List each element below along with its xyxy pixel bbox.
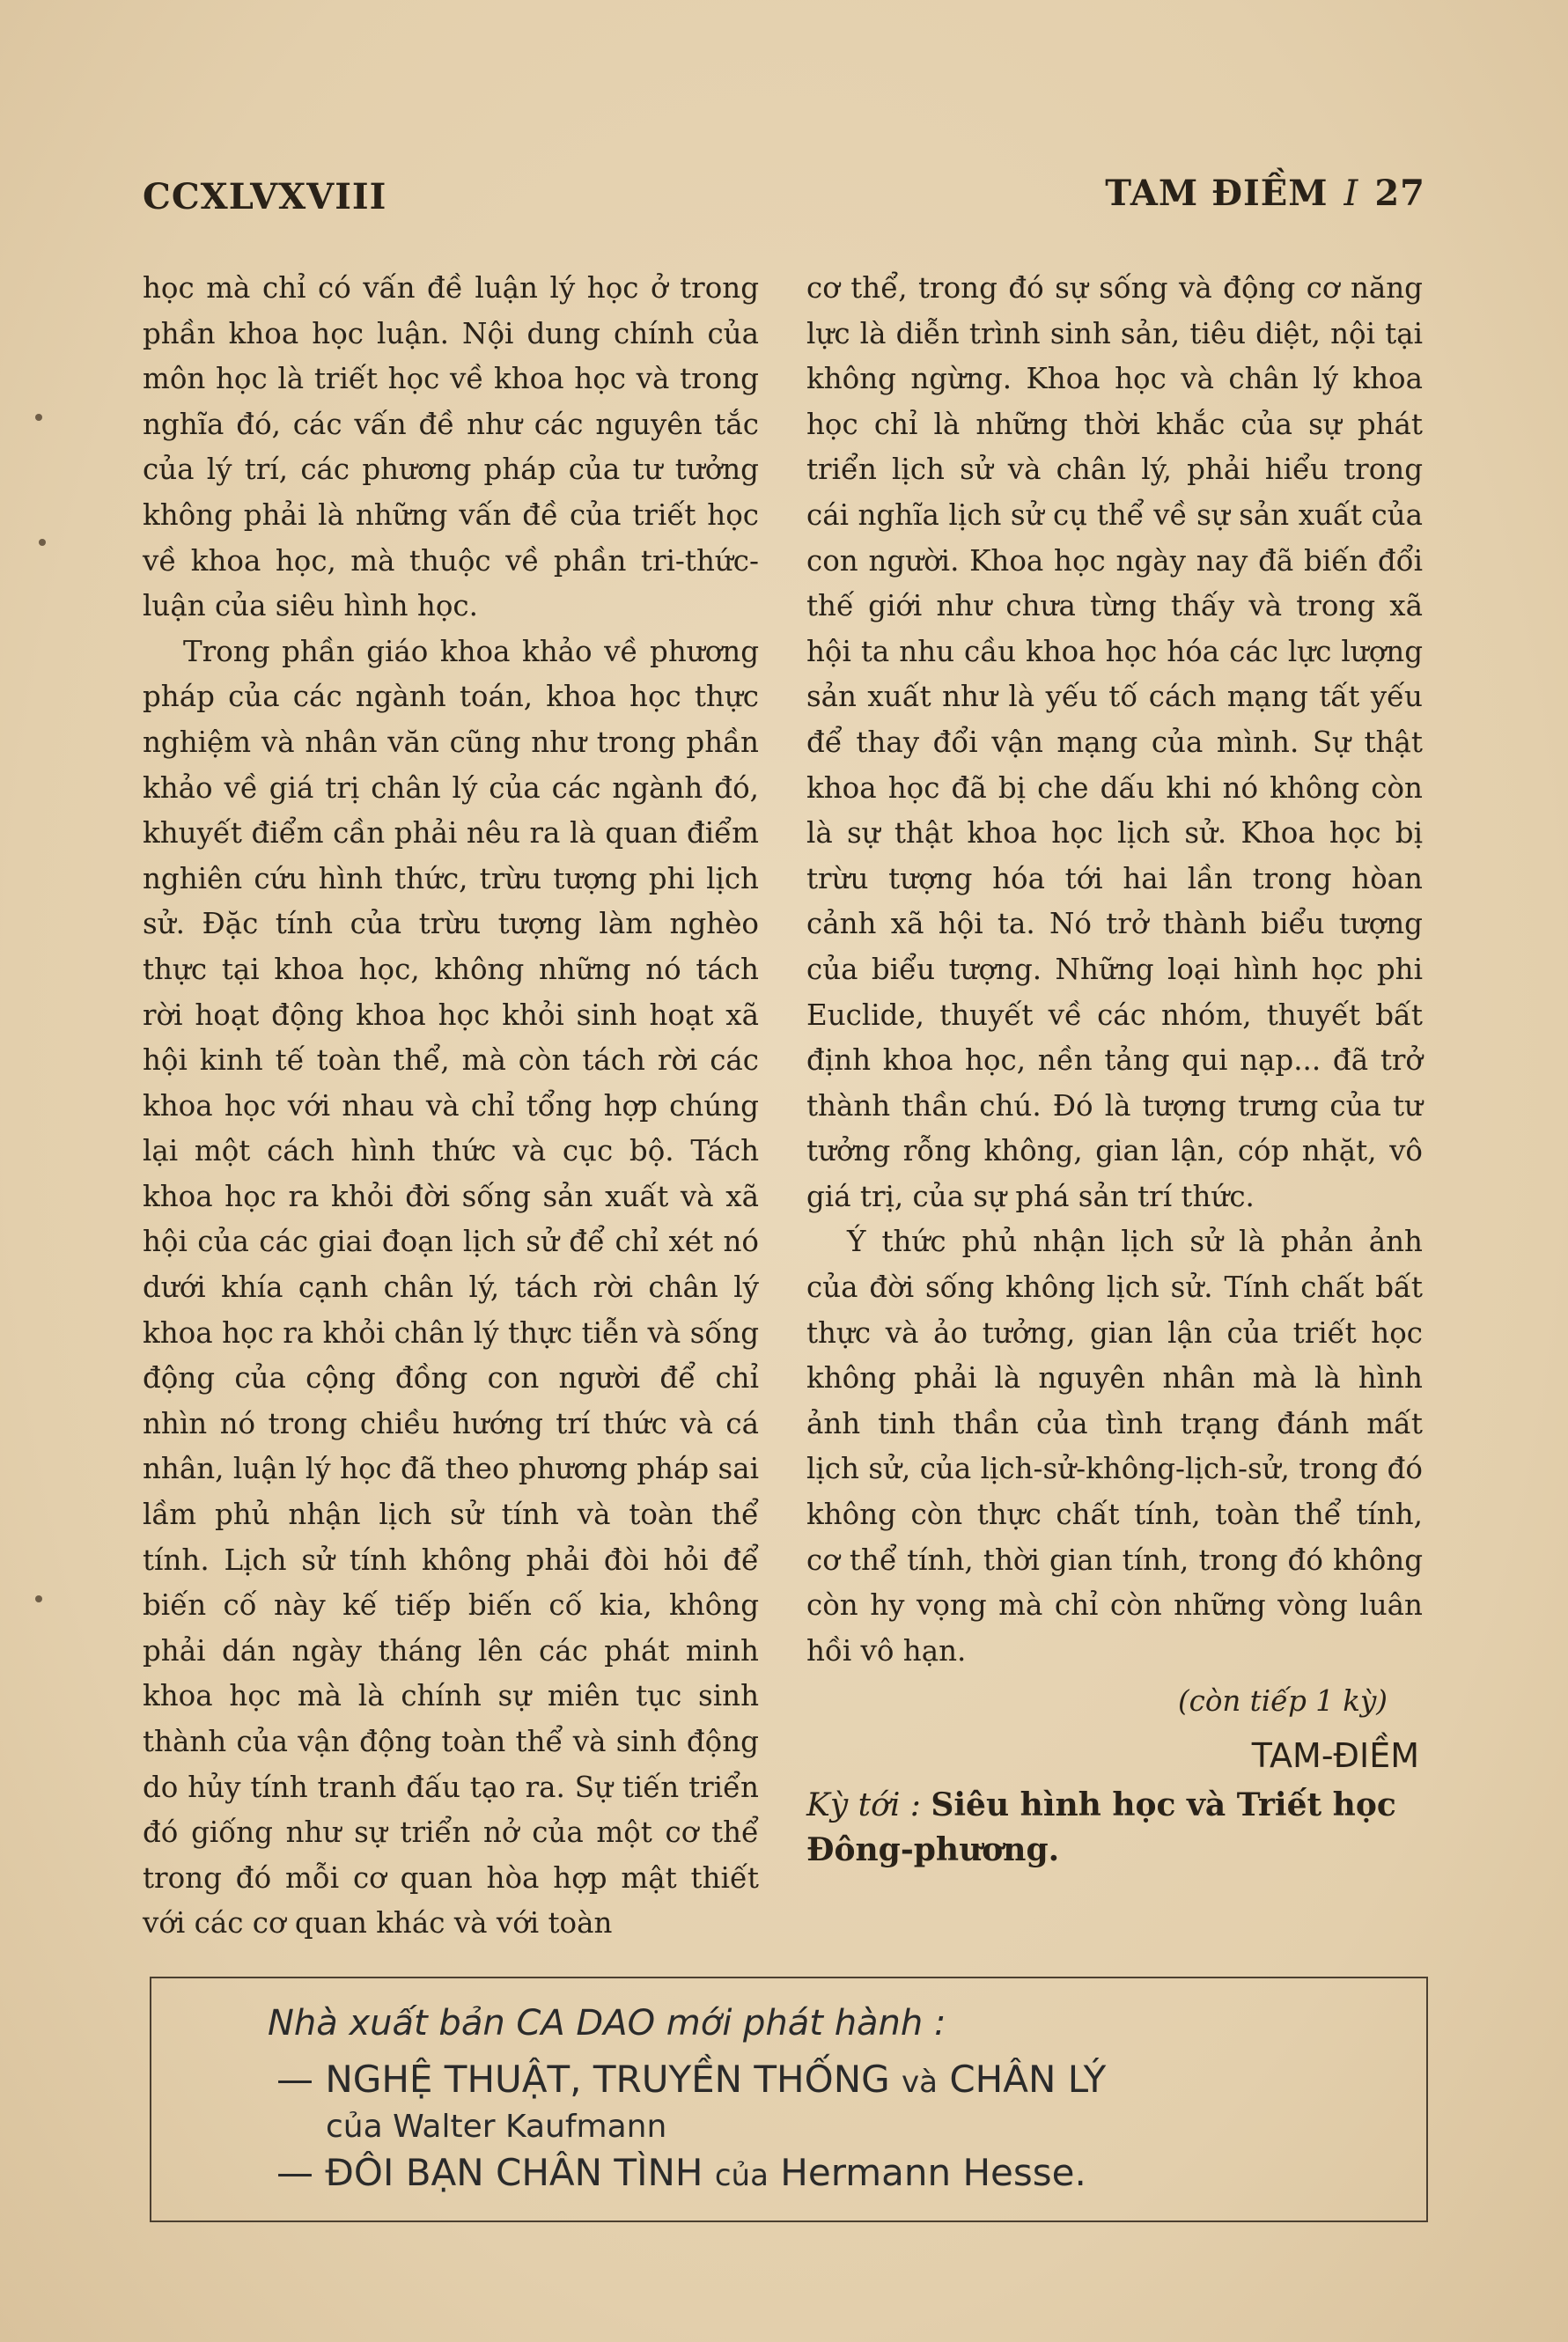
page-number: 27 <box>1374 173 1425 214</box>
header-separator: I <box>1343 173 1359 214</box>
book-2-title: ĐÔI BẠN CHÂN TÌNH <box>325 2151 703 2194</box>
book-1-author: Walter Kaufmann <box>393 2109 667 2145</box>
book-2-dash: — <box>276 2151 313 2194</box>
next-issue-title: Siêu hình học và Triết học Đông-phương. <box>806 1786 1396 1869</box>
publisher-heading: Nhà xuất bản CA DAO mới phát hành : <box>268 2003 946 2044</box>
right-column <box>806 266 1423 1874</box>
paper-speck <box>39 539 46 546</box>
left-paragraph-2: Trong phần giáo khoa khảo về phương pháp của các ngành toán, khoa học thực nghiệm và nhân văn cũng như trong phần khảo về giá trị chân lý của các ngành đó, khuyết điểm cần phải nêu ra là quan điểm nghiên cứu hình thức, trừu tượng phi lịch sử. Đặc tính của trừu tượng làm nghèo thực tại khoa học, không những nó tách rời hoạt động khoa học khỏi sinh hoạt xã hội kinh tế toàn thể, mà còn tách rời các khoa học với nhau và chỉ tổng hợp chúng lại một cách hình thức và cục bộ. Tách khoa học ra khỏi đời sống sản xuất và xã hội của các giai đoạn lịch sử để chỉ xét nó dưới khía cạnh chân lý, tách rời chân lý khoa học ra khỏi chân lý thực tiễn và sống động của cộng đồng con người để chỉ nhìn nó trong chiều hướng trí thức và cá nhân, luận lý học đã theo phương pháp sai lầm phủ nhận lịch sử tính và toàn thể tính. Lịch sử tính không phải đòi hỏi để biến cố này kế tiếp biến cố kia, không phải dán ngày tháng lên các phát minh khoa học mà là chính sự miên tục sinh thành của vận động toàn thể và sinh động do hủy tính tranh đấu tạo ra. Sự tiến triển đó giống như sự triển nở của một cơ thể trong đó mỗi cơ quan hòa hợp mật thiết với các cơ quan khác và với toàn <box>143 634 759 1941</box>
book-1 <box>276 2058 1106 2101</box>
book-1-title-2: CHÂN LÝ <box>949 2058 1107 2101</box>
paper-speck <box>35 414 42 421</box>
header-running-title <box>1105 173 1425 214</box>
header-roman-numeral: CCXLVXVIII <box>143 176 387 217</box>
book-1-and: và <box>902 2065 938 2100</box>
book-1-author-prefix: của <box>326 2109 383 2145</box>
article-author: TAM-ĐIỀM <box>1251 1736 1419 1775</box>
header-journal-title: TAM ĐIỀM <box>1105 173 1329 214</box>
paper-speck <box>35 1595 42 1602</box>
book-1-dash: — <box>276 2058 313 2101</box>
book-2-author: Hermann Hesse. <box>780 2151 1086 2194</box>
right-paragraph-2: Ý thức phủ nhận lịch sử là phản ảnh của đời sống không lịch sử. Tính chất bất thực và ảo tưởng, gian lận của triết học không phải là nguyên nhân mà là hình ảnh tinh thần của tình trạng đánh mất lịch sử, của lịch-sử-không-lịch-sử, trong đó không còn thực chất tính, toàn thể tính, cơ thể tính, thời gian tính, trong đó không còn hy vọng mà chỉ còn những vòng luân hồi vô hạn. <box>806 1225 1423 1668</box>
to-be-continued-note: (còn tiếp 1 kỳ) <box>1177 1684 1388 1719</box>
publisher-advert-box <box>150 1977 1428 2222</box>
book-2 <box>276 2151 1086 2194</box>
next-issue-note <box>806 1783 1423 1874</box>
book-1-title: NGHỆ THUẬT, TRUYỀN THỐNG <box>325 2058 890 2101</box>
book-2-author-prefix: của <box>714 2158 769 2193</box>
left-column <box>143 266 759 1947</box>
book-1-author-line <box>326 2109 666 2145</box>
next-issue-label: Kỳ tới : <box>806 1786 921 1823</box>
left-paragraph-1: học mà chỉ có vấn đề luận lý học ở trong phần khoa học luận. Nội dung chính của môn học là triết học về khoa học và trong nghĩa đó, các vấn đề như các nguyên tắc của lý trí, các phương pháp của tư tưởng không phải là những vấn đề của triết học về khoa học, mà thuộc về phần tri-thức-luận của siêu hình học. <box>143 271 759 623</box>
right-paragraph-1: cơ thể, trong đó sự sống và động cơ năng lực là diễn trình sinh sản, tiêu diệt, nội tại không ngừng. Khoa học và chân lý khoa học chỉ là những thời khắc của sự phát triển lịch sử và chân lý, phải hiểu trong cái nghĩa lịch sử cụ thể về sự sản xuất của con người. Khoa học ngày nay đã biến đổi thế giới như chưa từng thấy và trong xã hội ta nhu cầu khoa học hóa các lực lượng sản xuất như là yếu tố cách mạng tất yếu để thay đổi vận mạng của mình. Sự thật khoa học đã bị che dấu khi nó không còn là sự thật khoa học lịch sử. Khoa học bị trừu tượng hóa tới hai lần trong hòan cảnh xã hội ta. Nó trở thành biểu tượng của biểu tượng. Những loại hình học phi Euclide, thuyết về các nhóm, thuyết bất định khoa học, nền tảng qui nạp... đã trở thành thần chú. Đó là tượng trưng của tư tưởng rỗng không, gian lận, cóp nhặt, vô giá trị, của sự phá sản trí thức. <box>806 271 1423 1213</box>
